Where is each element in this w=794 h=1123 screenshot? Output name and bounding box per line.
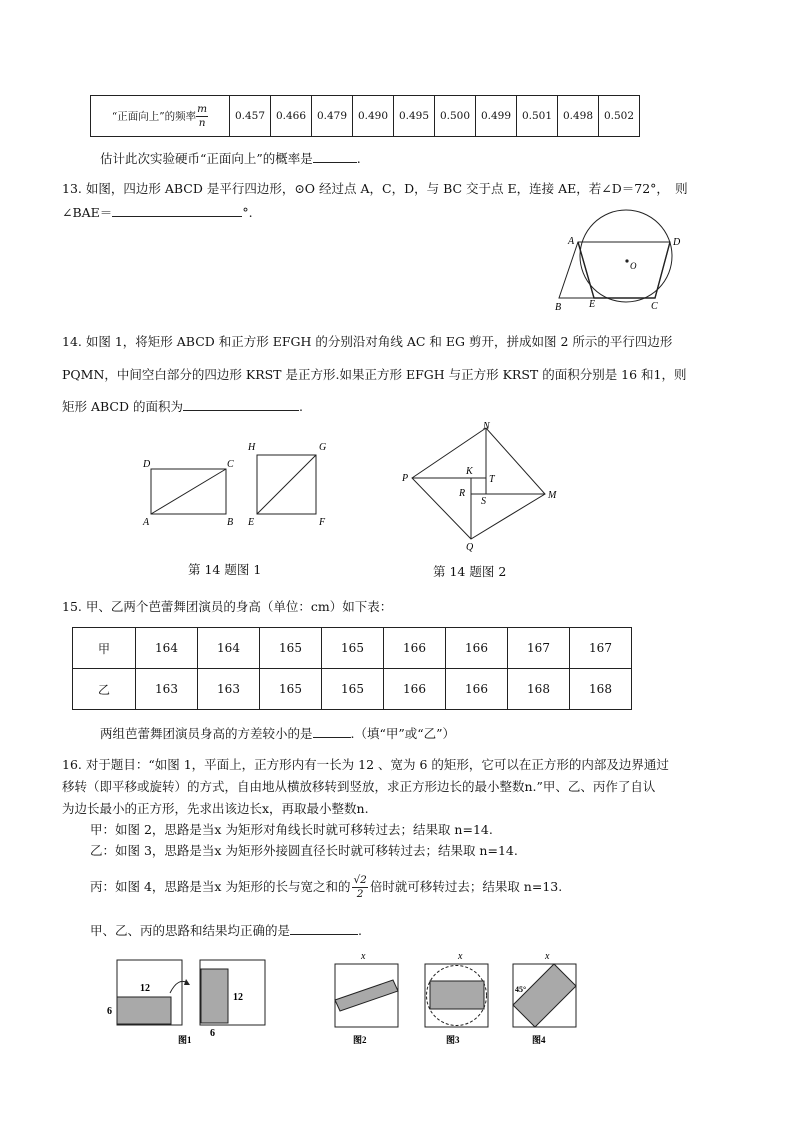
label-s: S	[481, 496, 486, 507]
label-n: N	[483, 421, 490, 432]
width-label: 6	[107, 1006, 112, 1017]
rotated-45-rect	[513, 964, 576, 1027]
q16-jia: 甲：如图 2，思路是当x 为矩形对角线长时就可移转过去；结果取 n=14.	[90, 822, 493, 837]
horizontal-rect	[117, 997, 171, 1024]
fig3-caption: 图3	[446, 1035, 460, 1045]
label-c: C	[227, 459, 234, 470]
label-e: E	[589, 299, 596, 310]
label-o: O	[630, 261, 637, 271]
height-cell: 167	[570, 628, 632, 669]
q15-line1: 15. 甲、乙两个芭蕾舞团演员的身高（单位：cm）如下表：	[62, 599, 393, 614]
label-e: E	[248, 517, 255, 528]
freq-cell: 0.457	[230, 96, 271, 137]
q16-yi: 乙：如图 3，思路是当x 为矩形外接圆直径长时就可移转过去；结果取 n=14.	[90, 843, 518, 858]
height-cell: 166	[384, 669, 446, 710]
label-t: T	[489, 474, 495, 485]
label-c: C	[651, 301, 658, 312]
q16-figure-4	[508, 950, 583, 1050]
height-cell: 165	[322, 628, 384, 669]
label-r: R	[459, 488, 466, 499]
label-d: D	[143, 459, 151, 470]
q16-line3: 为边长最小的正方形，先求出该边长x，再取最小整数n.	[62, 801, 369, 816]
freq-cell: 0.500	[435, 96, 476, 137]
answer-blank	[313, 725, 351, 738]
q14-fig2-caption: 第 14 题图 2	[433, 564, 507, 579]
q16-figure-1	[100, 955, 270, 1050]
height-cell: 164	[198, 628, 260, 669]
frequency-header-cell: “正面向上”的频率 $\frac{m}{n}$	[91, 96, 230, 137]
label-h: H	[248, 442, 256, 453]
freq-cell: 0.501	[517, 96, 558, 137]
height-cell: 166	[446, 628, 508, 669]
freq-cell: 0.479	[312, 96, 353, 137]
answer-blank	[313, 150, 357, 163]
freq-cell: 0.499	[476, 96, 517, 137]
height-cell: 168	[570, 669, 632, 710]
x-label: x	[361, 951, 366, 962]
q13-line1: 13. 如图，四边形 ABCD 是平行四边形，⊙O 经过点 A，C，D，与 BC 交于点 E，连接 AE，若∠D＝72°， 则	[62, 181, 688, 196]
height-cell: 166	[384, 628, 446, 669]
q13-line2: ∠BAE＝ °.	[62, 205, 253, 220]
length-label-2: 12	[233, 992, 243, 1003]
q16-question: 甲、乙、丙的思路和结果均正确的是 .	[90, 923, 362, 938]
q16-figure-2	[330, 950, 405, 1050]
q12-answer-line: 估计此次实验硬币“正面向上”的概率是 .	[100, 151, 361, 166]
answer-blank	[112, 204, 242, 217]
height-cell: 165	[322, 669, 384, 710]
q14-line1: 14. 如图 1，将矩形 ABCD 和正方形 EFGH 的分别沿对角线 AC 和 EG 剪开，拼成如图 2 所示的平行四边形	[62, 334, 673, 349]
inscribed-rect	[430, 981, 484, 1009]
label-a: A	[143, 517, 150, 528]
height-cell: 166	[446, 669, 508, 710]
row-name: 乙	[73, 669, 136, 710]
label-k: K	[466, 466, 473, 477]
frequency-table	[90, 95, 640, 137]
q14-fig1-caption: 第 14 题图 1	[188, 562, 262, 577]
q16-line1: 16. 对于题目：“如图 1，平面上，正方形内有一长为 12 、宽为 6 的矩形，它可以在正方形的内部及边界通过	[62, 757, 669, 772]
x-label: x	[545, 951, 550, 962]
height-cell: 165	[260, 628, 322, 669]
label-p: P	[402, 473, 409, 484]
center-o-point	[625, 259, 628, 262]
freq-cell: 0.466	[271, 96, 312, 137]
freq-cell: 0.502	[599, 96, 640, 137]
q15-answer-line: 两组芭蕾舞团演员身高的方差较小的是 .（填“甲”或“乙”）	[100, 726, 456, 741]
fig1-caption: 图1	[178, 1035, 192, 1045]
label-d: D	[673, 237, 681, 248]
parallelogram-abcd	[559, 242, 670, 298]
label-f: F	[319, 517, 326, 528]
answer-blank	[183, 398, 299, 411]
height-cell: 163	[136, 669, 198, 710]
table-row	[73, 669, 632, 710]
height-cell: 165	[260, 669, 322, 710]
parallelogram-pqmn	[412, 428, 545, 539]
height-table	[72, 627, 632, 710]
q14-figure-2	[395, 418, 570, 553]
x-label: x	[458, 951, 463, 962]
q14-figure-1	[135, 435, 340, 535]
row-name: 甲	[73, 628, 136, 669]
q16-line2: 移转（即平移或旋转）的方式，自由地从横放移转到竖放，求正方形边长的最小整数n.”甲、乙、丙作了自认	[62, 779, 656, 794]
diagonal-ac	[151, 469, 226, 514]
tilted-rect	[335, 980, 398, 1011]
fig4-caption: 图4	[532, 1035, 546, 1045]
q16-figure-3	[420, 950, 495, 1050]
height-cell: 163	[198, 669, 260, 710]
length-label: 12	[140, 983, 150, 994]
q16-bing: 丙：如图 4，思路是当x 为矩形的长与宽之和的 $\frac{√2}{2}$ 倍时就可移转过去；结果取 n=13.	[90, 874, 563, 900]
fig2-caption: 图2	[353, 1035, 367, 1045]
angle-label: 45°	[515, 985, 527, 994]
label-g: G	[319, 442, 327, 453]
height-cell: 167	[508, 628, 570, 669]
table-row	[73, 628, 632, 669]
freq-cell: 0.490	[353, 96, 394, 137]
label-a: A	[568, 236, 575, 247]
label-q: Q	[466, 542, 474, 553]
freq-cell: 0.498	[558, 96, 599, 137]
freq-cell: 0.495	[394, 96, 435, 137]
height-cell: 164	[136, 628, 198, 669]
diagonal-eg	[257, 455, 316, 514]
q13-figure	[548, 208, 688, 318]
label-b: B	[555, 302, 562, 313]
height-cell: 168	[508, 669, 570, 710]
width-label-2: 6	[210, 1028, 215, 1039]
answer-blank	[290, 922, 358, 935]
q14-line2: PQMN，中间空白部分的四边形 KRST 是正方形.如果正方形 EFGH 与正方形 KRST 的面积分别是 16 和1，则	[62, 367, 687, 382]
label-b: B	[227, 517, 234, 528]
q14-line3: 矩形 ABCD 的面积为 .	[62, 399, 303, 414]
vertical-rect	[201, 969, 228, 1023]
label-m: M	[548, 490, 557, 501]
